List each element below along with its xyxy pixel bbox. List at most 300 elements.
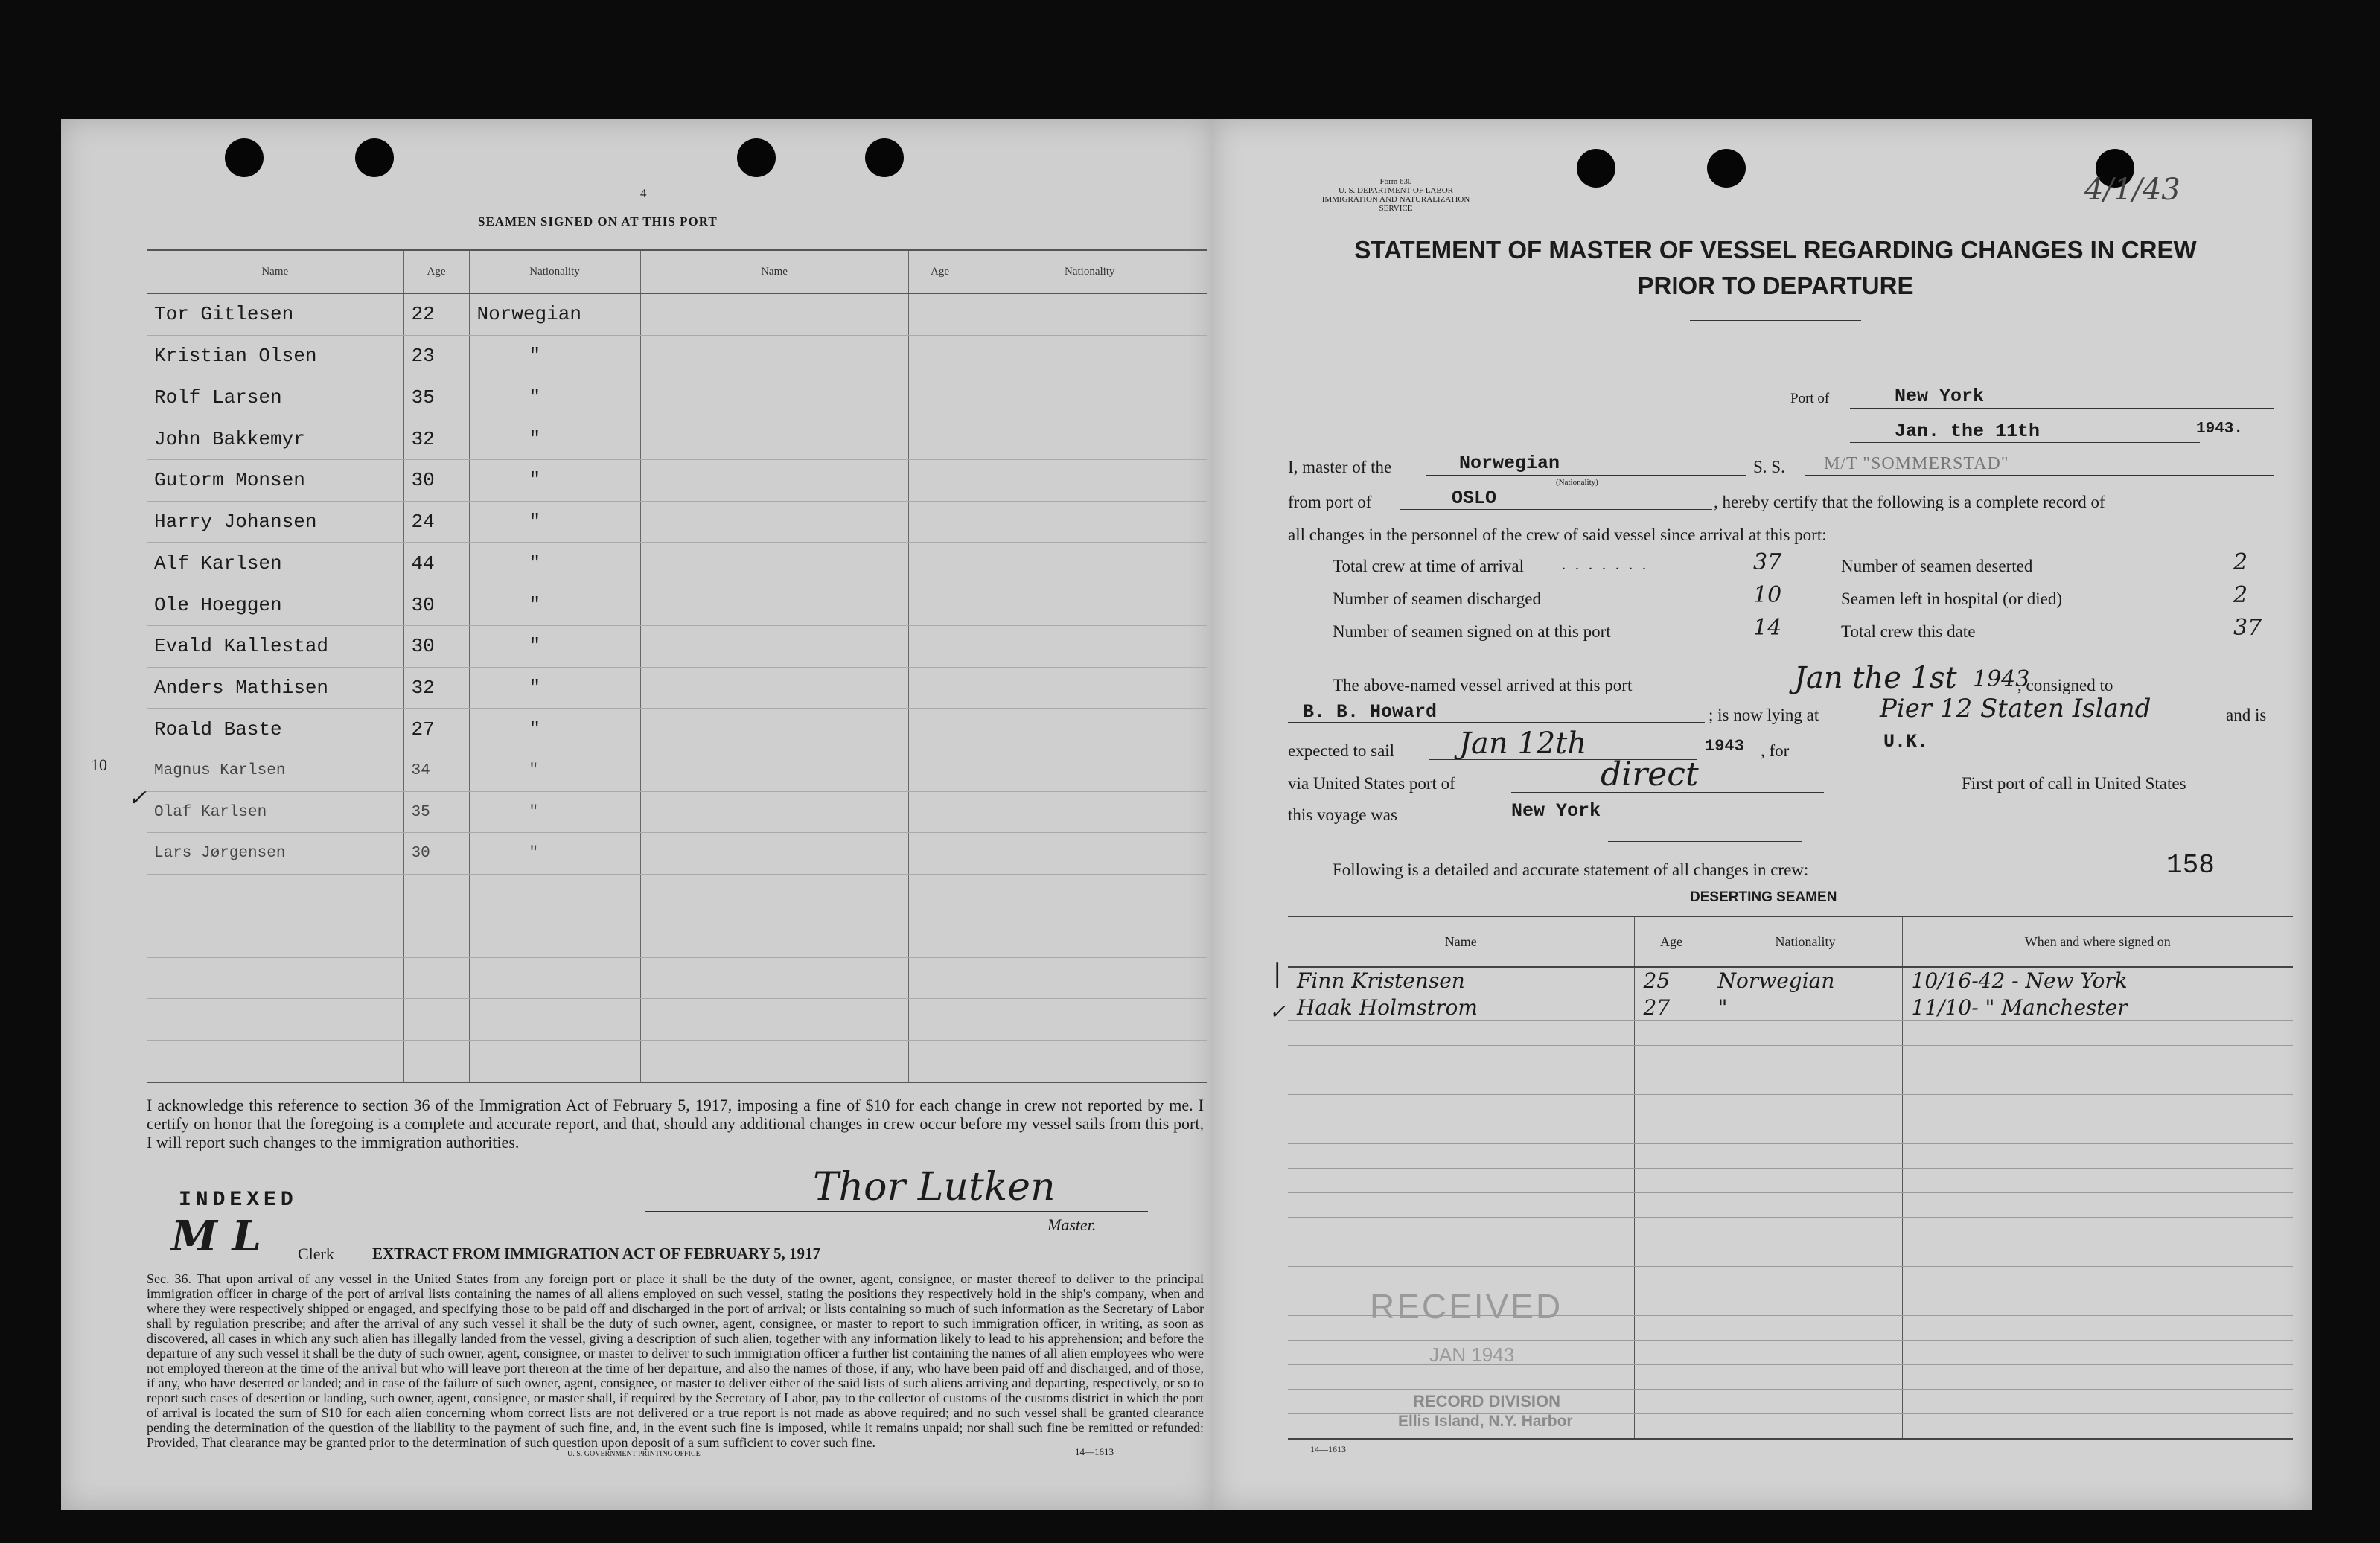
- record-division: RECORD DIVISION: [1413, 1392, 1561, 1411]
- empty-cell: [972, 501, 1207, 543]
- signed-on-label: Number of seamen signed on at this port: [1333, 622, 1611, 641]
- column-header: When and where signed on: [1902, 916, 2293, 967]
- corner-note: 4/1/43: [2084, 173, 2180, 207]
- empty-cell: [1709, 1242, 1902, 1267]
- form-title: [1288, 232, 2263, 304]
- table-row: [1288, 1095, 2293, 1119]
- cell-name: John Bakkemyr: [147, 418, 403, 460]
- empty-cell: [1709, 1119, 1902, 1144]
- empty-cell: [908, 543, 972, 584]
- empty-cell: [908, 999, 972, 1041]
- page-number: 4: [640, 186, 647, 200]
- empty-cell: [1634, 1414, 1709, 1440]
- table-row: [147, 459, 1207, 501]
- empty-cell: [1634, 1119, 1709, 1144]
- discharged-value: 10: [1753, 582, 1782, 608]
- cell-name: Alf Karlsen: [147, 543, 403, 584]
- signed-on-value: 14: [1753, 615, 1782, 641]
- empty-cell: [1902, 1341, 2293, 1365]
- check-mark-icon: ✓: [128, 785, 147, 811]
- cell-name: Olaf Karlsen: [147, 791, 403, 833]
- destination-value: U.K.: [1883, 731, 1929, 753]
- empty-cell: [1634, 1095, 1709, 1119]
- empty-cell: [972, 377, 1207, 418]
- empty-cell: [908, 459, 972, 501]
- empty-cell: [908, 709, 972, 750]
- empty-cell: [147, 957, 403, 999]
- table-row: [147, 833, 1207, 875]
- empty-cell: [640, 418, 908, 460]
- master-label: Master.: [1047, 1215, 1097, 1234]
- port-value: New York: [1895, 386, 1985, 407]
- empty-cell: [972, 584, 1207, 626]
- empty-cell: [403, 1041, 469, 1082]
- cell-age: 23: [403, 335, 469, 377]
- lying-value: Pier 12 Staten Island: [1880, 694, 2151, 723]
- empty-cell: [1634, 1365, 1709, 1390]
- empty-cell: [1902, 1218, 2293, 1242]
- nationality-line: [1426, 475, 1746, 476]
- seamen-signed-title: SEAMEN SIGNED ON AT THIS PORT: [478, 214, 718, 229]
- empty-cell: [640, 791, 908, 833]
- cell-age: 35: [403, 791, 469, 833]
- table-row: [1288, 1046, 2293, 1070]
- empty-cell: [1288, 1365, 1634, 1390]
- empty-cell: [1709, 1390, 1902, 1414]
- voyage-label: this voyage was: [1288, 805, 1397, 824]
- empty-cell: [908, 625, 972, 667]
- column-header: Age: [908, 250, 972, 293]
- cell-name: Magnus Karlsen: [147, 750, 403, 792]
- column-header: Nationality: [1709, 916, 1902, 967]
- empty-cell: [972, 750, 1207, 792]
- empty-cell: [1634, 1242, 1709, 1267]
- column-header: Age: [403, 250, 469, 293]
- empty-cell: [403, 875, 469, 916]
- empty-cell: [972, 999, 1207, 1041]
- margin-mark: |: [1273, 959, 1282, 988]
- acknowledgement-text: I acknowledge this reference to section 36 of the Immigration Act of February 5, 1917, imposing a fine of $10 for each change in crew not reported by me. I certify on honor that the foregoing is a complete and accurate report, and that, should any additional changes in crew occur before my vessel sails from this port, I will report such changes to the immigration authorities.: [147, 1096, 1204, 1151]
- service: IMMIGRATION AND NATURALIZATION SERVICE: [1321, 195, 1470, 213]
- cell-name: Haak Holmstrom: [1288, 994, 1634, 1021]
- received-date: JAN 1943: [1429, 1344, 1515, 1366]
- cell-nationality: ": [469, 584, 640, 626]
- certify-text: , hereby certify that the following is a complete record of: [1714, 493, 2105, 511]
- deserted-value: 2: [2233, 549, 2248, 575]
- cell-name: Tor Gitlesen: [147, 293, 403, 335]
- empty-cell: [1902, 1291, 2293, 1316]
- vessel-name: M/T "SOMMERSTAD": [1824, 454, 2009, 473]
- year-value: 1943.: [2196, 421, 2244, 438]
- empty-cell: [972, 335, 1207, 377]
- cell-nationality: Norwegian: [1709, 967, 1902, 994]
- empty-cell: [908, 335, 972, 377]
- empty-cell: [972, 418, 1207, 460]
- column-header: Name: [640, 250, 908, 293]
- column-header: Nationality: [469, 250, 640, 293]
- dot-leader: . . . . . . .: [1562, 557, 1649, 573]
- sail-value: Jan 12th: [1459, 726, 1587, 761]
- cell-name: Anders Mathisen: [147, 667, 403, 709]
- empty-cell: [1288, 1169, 1634, 1193]
- empty-cell: [908, 833, 972, 875]
- table-row: [147, 916, 1207, 957]
- nationality-value: Norwegian: [1459, 453, 1560, 474]
- empty-cell: [972, 833, 1207, 875]
- cell-nationality: ": [469, 791, 640, 833]
- empty-cell: [1709, 1193, 1902, 1218]
- empty-cell: [1902, 1095, 2293, 1119]
- empty-cell: [147, 916, 403, 957]
- empty-cell: [1634, 1169, 1709, 1193]
- arrived-label: The above-named vessel arrived at this port: [1333, 676, 1633, 694]
- arrived-value: Jan the 1st: [1794, 661, 1957, 695]
- title-line-2: PRIOR TO DEPARTURE: [1637, 272, 1914, 299]
- empty-cell: [972, 1041, 1207, 1082]
- from-port-value: OSLO: [1452, 488, 1497, 509]
- cell-name: Gutorm Monsen: [147, 459, 403, 501]
- cell-nationality: ": [469, 833, 640, 875]
- empty-cell: [640, 999, 908, 1041]
- empty-cell: [1902, 1144, 2293, 1169]
- empty-cell: [1902, 1169, 2293, 1193]
- cell-nationality: ": [469, 543, 640, 584]
- empty-cell: [147, 875, 403, 916]
- table-row: [147, 584, 1207, 626]
- column-header: Name: [147, 250, 403, 293]
- empty-cell: [403, 999, 469, 1041]
- page-count: 158: [2166, 850, 2215, 881]
- lying-label: ; is now lying at: [1709, 706, 1819, 724]
- empty-cell: [403, 957, 469, 999]
- table-row: [1288, 1021, 2293, 1046]
- via-label: via United States port of: [1288, 774, 1455, 793]
- cell-age: 30: [403, 625, 469, 667]
- empty-cell: [972, 875, 1207, 916]
- nationality-caption: (Nationality): [1556, 478, 1598, 487]
- empty-cell: [972, 293, 1207, 335]
- empty-cell: [908, 293, 972, 335]
- empty-cell: [1634, 1291, 1709, 1316]
- from-port-line: [1400, 509, 1712, 510]
- short-rule: [1608, 841, 1802, 842]
- empty-cell: [972, 916, 1207, 957]
- table-row: [1288, 967, 2293, 994]
- empty-cell: [1709, 1169, 1902, 1193]
- empty-cell: [1902, 1119, 2293, 1144]
- empty-cell: [403, 916, 469, 957]
- empty-cell: [972, 543, 1207, 584]
- empty-cell: [972, 667, 1207, 709]
- empty-cell: [1288, 1021, 1634, 1046]
- empty-cell: [908, 791, 972, 833]
- seamen-signed-table: [147, 249, 1207, 1083]
- for-label: , for: [1761, 741, 1790, 760]
- punch-hole: [1707, 149, 1746, 188]
- table-row: [147, 750, 1207, 792]
- and-is-label: and is: [2226, 706, 2267, 724]
- table-row: [1288, 994, 2293, 1021]
- empty-cell: [1288, 1218, 1634, 1242]
- from-port-label: from port of: [1288, 493, 1372, 511]
- empty-cell: [1709, 1414, 1902, 1440]
- empty-cell: [1902, 1046, 2293, 1070]
- cell-name: Finn Kristensen: [1288, 967, 1634, 994]
- empty-cell: [147, 999, 403, 1041]
- first-port-label: First port of call in United States: [1962, 774, 2186, 793]
- empty-cell: [640, 293, 908, 335]
- empty-cell: [1634, 1144, 1709, 1169]
- empty-cell: [1709, 1046, 1902, 1070]
- table-row: [1288, 1169, 2293, 1193]
- empty-cell: [640, 833, 908, 875]
- voyage-value: New York: [1511, 800, 1601, 822]
- table-row: [147, 418, 1207, 460]
- total-crew-date-value: 37: [2233, 615, 2262, 641]
- arrived-year: 1943: [1973, 666, 2030, 692]
- empty-cell: [640, 916, 908, 957]
- empty-cell: [469, 1041, 640, 1082]
- empty-cell: [1709, 1291, 1902, 1316]
- cell-age: 27: [403, 709, 469, 750]
- empty-cell: [972, 459, 1207, 501]
- empty-cell: [1288, 1193, 1634, 1218]
- form-code: 14—1613: [1310, 1444, 1346, 1454]
- cell-name: Harry Johansen: [147, 501, 403, 543]
- empty-cell: [908, 957, 972, 999]
- right-page: [1213, 119, 2312, 1510]
- ellis-island: Ellis Island, N.Y. Harbor: [1398, 1413, 1573, 1430]
- empty-cell: [1288, 1046, 1634, 1070]
- empty-cell: [1709, 1365, 1902, 1390]
- empty-cell: [640, 543, 908, 584]
- table-row: [147, 875, 1207, 916]
- cell-age: 27: [1634, 994, 1709, 1021]
- empty-cell: [640, 875, 908, 916]
- ss-label: S. S.: [1753, 458, 1785, 476]
- empty-cell: [640, 957, 908, 999]
- sail-label: expected to sail: [1288, 741, 1395, 760]
- cell-age: 30: [403, 584, 469, 626]
- table-row: [1288, 1119, 2293, 1144]
- title-line-1: STATEMENT OF MASTER OF VESSEL REGARDING CHANGES IN CREW: [1354, 236, 2197, 263]
- empty-cell: [640, 459, 908, 501]
- empty-cell: [908, 916, 972, 957]
- cell-nationality: ": [469, 709, 640, 750]
- cell-nationality: ": [469, 377, 640, 418]
- consignee-line: [1288, 722, 1705, 723]
- hospital-label: Seamen left in hospital (or died): [1841, 590, 2063, 608]
- cell-age: 30: [403, 459, 469, 501]
- form-number: Form 630: [1379, 177, 1412, 186]
- cell-age: 32: [403, 667, 469, 709]
- empty-cell: [908, 377, 972, 418]
- extract-title: EXTRACT FROM IMMIGRATION ACT OF FEBRUARY 5, 1917: [372, 1245, 821, 1262]
- table-row: [147, 667, 1207, 709]
- table-row: [147, 957, 1207, 999]
- cell-signed: 11/10- " Manchester: [1902, 994, 2293, 1021]
- empty-cell: [640, 335, 908, 377]
- empty-cell: [1902, 1193, 2293, 1218]
- table-row: [147, 543, 1207, 584]
- empty-cell: [1709, 1144, 1902, 1169]
- empty-cell: [1902, 1242, 2293, 1267]
- deserted-label: Number of seamen deserted: [1841, 557, 2033, 575]
- total-crew-arrival-label: Total crew at time of arrival: [1333, 557, 1525, 575]
- cell-nationality: ": [469, 418, 640, 460]
- empty-cell: [1709, 1316, 1902, 1341]
- empty-cell: [469, 957, 640, 999]
- cell-name: Roald Baste: [147, 709, 403, 750]
- cell-nationality: ": [1709, 994, 1902, 1021]
- empty-cell: [1709, 1341, 1902, 1365]
- empty-cell: [1288, 1119, 1634, 1144]
- empty-cell: [908, 418, 972, 460]
- title-rule: [1690, 320, 1861, 321]
- empty-cell: [640, 750, 908, 792]
- cell-age: 35: [403, 377, 469, 418]
- cell-nationality: ": [469, 625, 640, 667]
- department: U. S. DEPARTMENT OF LABOR: [1339, 186, 1453, 195]
- empty-cell: [1902, 1414, 2293, 1440]
- empty-cell: [972, 957, 1207, 999]
- cell-nationality: ": [469, 335, 640, 377]
- empty-cell: [640, 1041, 908, 1082]
- margin-mark: 10: [91, 755, 107, 774]
- cell-name: Evald Kallestad: [147, 625, 403, 667]
- table-row: [1288, 1242, 2293, 1267]
- consignee-value: B. B. Howard: [1303, 701, 1438, 723]
- indexed-stamp: INDEXED: [179, 1189, 298, 1212]
- via-value: direct: [1601, 755, 1699, 793]
- empty-cell: [972, 625, 1207, 667]
- empty-cell: [1634, 1193, 1709, 1218]
- left-page: [61, 119, 1213, 1510]
- empty-cell: [1902, 1316, 2293, 1341]
- column-header: Name: [1288, 916, 1634, 967]
- empty-cell: [640, 709, 908, 750]
- empty-cell: [469, 999, 640, 1041]
- form-code: 14—1613: [1075, 1446, 1114, 1457]
- empty-cell: [1288, 1144, 1634, 1169]
- empty-cell: [1634, 1316, 1709, 1341]
- cell-age: 44: [403, 543, 469, 584]
- signature-line: [645, 1211, 1148, 1212]
- empty-cell: [1709, 1070, 1902, 1095]
- cell-name: Kristian Olsen: [147, 335, 403, 377]
- cell-signed: 10/16-42 - New York: [1902, 967, 2293, 994]
- sail-year: 1943: [1705, 737, 1744, 755]
- empty-cell: [1902, 1070, 2293, 1095]
- cell-age: 24: [403, 501, 469, 543]
- cell-age: 22: [403, 293, 469, 335]
- clerk-initials: M L: [171, 1212, 261, 1261]
- received-stamp: RECEIVED: [1370, 1287, 1563, 1326]
- date-line: [1850, 442, 2200, 443]
- cell-nationality: ": [469, 667, 640, 709]
- table-row: [147, 791, 1207, 833]
- table-row: [147, 1041, 1207, 1082]
- vessel-line: [1805, 475, 2274, 476]
- punch-hole: [225, 138, 264, 177]
- cell-age: 32: [403, 418, 469, 460]
- empty-cell: [640, 625, 908, 667]
- table-row: [147, 709, 1207, 750]
- table-row: [147, 501, 1207, 543]
- empty-cell: [147, 1041, 403, 1082]
- empty-cell: [908, 1041, 972, 1082]
- empty-cell: [908, 875, 972, 916]
- total-crew-date-label: Total crew this date: [1841, 622, 1976, 641]
- table-row: [1288, 1365, 2293, 1390]
- form-header: [1310, 177, 1481, 213]
- empty-cell: [1634, 1070, 1709, 1095]
- master-signature: Thor Lutken: [813, 1165, 1056, 1210]
- printing-office: U. S. GOVERNMENT PRINTING OFFICE: [567, 1450, 701, 1458]
- table-row: [1288, 1193, 2293, 1218]
- date-value: Jan. the 11th: [1895, 421, 2041, 442]
- empty-cell: [640, 667, 908, 709]
- cell-age: 34: [403, 750, 469, 792]
- port-label: Port of: [1790, 391, 1830, 406]
- empty-cell: [1634, 1390, 1709, 1414]
- deserting-title: DESERTING SEAMEN: [1690, 889, 1837, 905]
- table-row: [1288, 1144, 2293, 1169]
- empty-cell: [908, 501, 972, 543]
- empty-cell: [640, 377, 908, 418]
- empty-cell: [908, 750, 972, 792]
- empty-cell: [908, 667, 972, 709]
- punch-hole: [1577, 149, 1615, 188]
- clerk-label: Clerk: [298, 1245, 334, 1263]
- cell-nationality: ": [469, 750, 640, 792]
- discharged-label: Number of seamen discharged: [1333, 590, 1541, 608]
- column-header: Nationality: [972, 250, 1207, 293]
- table-row: [1288, 1070, 2293, 1095]
- table-row: [147, 999, 1207, 1041]
- empty-cell: [469, 916, 640, 957]
- table-row: [147, 293, 1207, 335]
- punch-hole: [737, 138, 776, 177]
- empty-cell: [1634, 1046, 1709, 1070]
- extract-text: Sec. 36. That upon arrival of any vessel in the United States from any foreign port or place it shall be the duty of the owner, agent, consignee, or master thereof to deliver to the principal immigration officer in charge of the port of arrival lists containing the names of all aliens employed on such vessel, stating the positions they respectively hold in the ship's company, when and where they were respectively shipped or engaged, and specifying those to be paid off and discharged in the port of arrival; or lists containing so much of such information as the Secretary of Labor shall by regulation prescribe; and after the arrival of any such vessel it shall be the duty of such owner, agent, consignee, or master to report to such immigration officer, in writing, as soon as discovered, all cases in which any such alien has illegally landed from the vessel, giving a description of such alien, together with any information likely to lead to his apprehension; and before the departure of any such vessel it shall be the duty of such owner, agent, consignee, or master to deliver to such immigration officer a further list containing the names of all alien employees who were not employed thereon at the time of the arrival but who will leave port thereon at the time of her departure, and also the names of those, if any, who have been paid off and discharged, and of those, if any, who have deserted or landed; and in case of the failure of such owner, agent, consignee, or master to deliver either of the said lists of such aliens arriving and departing, respectively, or so to report such cases of desertion or landing, such owner, agent, consignee, or master shall, if required by the Secretary of Labor, pay to the collector of customs of the customs district in which the port of arrival is located the sum of $10 for each alien concerning whom correct lists are not delivered or a true report is not made as above required; and no such vessel shall be granted clearance pending the determination of the question of the liability to the payment of such fine, and, in the event such fine is imposed, while it remains unpaid; nor shall such fine be remitted or refunded: Provided, That clearance may be granted prior to the determination of such question upon deposit of a sum sufficient to cover such fine.: [147, 1271, 1204, 1450]
- empty-cell: [1709, 1267, 1902, 1291]
- hospital-value: 2: [2233, 582, 2248, 608]
- consigned-label: , consigned to: [2017, 676, 2113, 694]
- empty-cell: [1288, 1242, 1634, 1267]
- empty-cell: [640, 501, 908, 543]
- cell-age: 30: [403, 833, 469, 875]
- table-row: [147, 335, 1207, 377]
- empty-cell: [972, 709, 1207, 750]
- empty-cell: [1634, 1021, 1709, 1046]
- empty-cell: [1902, 1390, 2293, 1414]
- empty-cell: [1634, 1218, 1709, 1242]
- cell-nationality: Norwegian: [469, 293, 640, 335]
- column-header: Age: [1634, 916, 1709, 967]
- empty-cell: [908, 584, 972, 626]
- check-mark-icon: ✓: [1269, 1001, 1286, 1023]
- empty-cell: [1902, 1267, 2293, 1291]
- cell-nationality: ": [469, 501, 640, 543]
- empty-cell: [1634, 1267, 1709, 1291]
- table-row: [147, 625, 1207, 667]
- all-changes-text: all changes in the personnel of the crew of said vessel since arrival at this port:: [1288, 525, 1827, 544]
- port-line: [1850, 408, 2274, 409]
- via-line: [1511, 792, 1824, 793]
- empty-cell: [640, 584, 908, 626]
- cell-name: Lars Jørgensen: [147, 833, 403, 875]
